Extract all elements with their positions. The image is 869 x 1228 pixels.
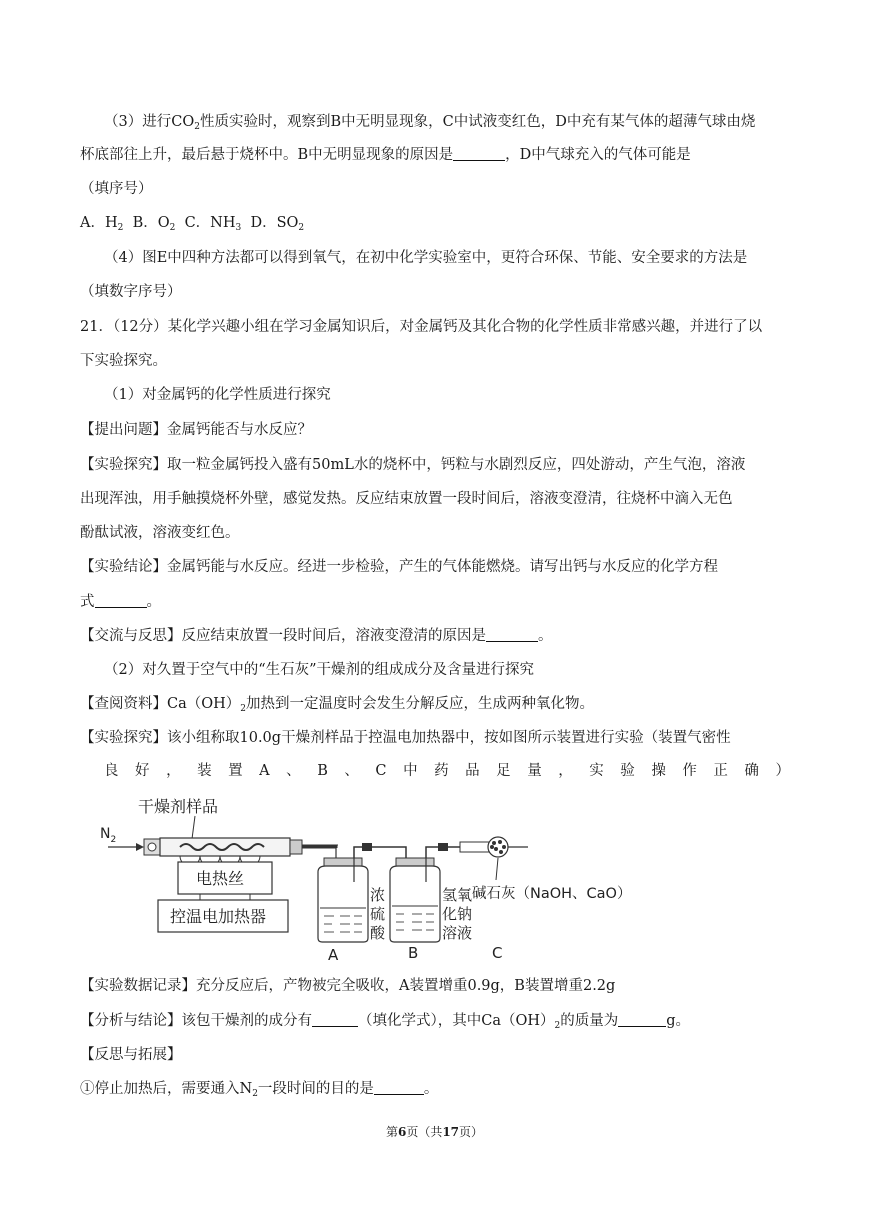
q21-intro-line1: 21．（12分）某化学兴趣小组在学习金属知识后，对金属钙及其化合物的化学性质非常感兴趣，并进行了以 — [80, 319, 763, 335]
answer-blank[interactable] — [374, 1080, 424, 1095]
q21-info: 【查阅资料】$Ca(OH)_2$加热到一定温度时会发生分解反应，生成两种氧化物。 — [80, 696, 595, 714]
answer-blank[interactable] — [453, 146, 505, 161]
heating-wire-label: 电热丝 — [196, 869, 245, 888]
q21-part2-title: （2）对久置于空气中的“生石灰”干燥剂的组成成分及含量进行探究 — [104, 662, 535, 678]
q21-analysis: 【分析与结论】该包干燥剂的成分有 （填化学式），其中$Ca(OH)_2$的质量为 g。 — [80, 1013, 691, 1031]
q20-3-line2: 杯底部往上升，最后悬于烧杯中。B中无明显现象的原因是 ，D中气球充入的气体可能是 — [80, 147, 691, 163]
n2-label: $N_2$ — [100, 826, 117, 845]
sample-pointer — [192, 816, 195, 839]
inlet-valve — [148, 843, 156, 851]
q20-4-line1: （4）图E中四种方法都可以得到氧气，在初中化学实验室中，更符合环保、节能、安全要求的方法是 — [104, 250, 748, 266]
bottle-a-cap — [324, 858, 362, 866]
q20-3-line3: （填序号） — [80, 181, 153, 197]
bottle-b-reagent-3: 溶液 — [442, 924, 473, 942]
label-b: B — [408, 944, 419, 962]
bottle-b-cap — [396, 858, 434, 866]
label-c: C — [492, 944, 503, 962]
answer-blank[interactable] — [95, 593, 147, 608]
q21-explore-b-line1: 【实验探究】该小组称取10.0g干燥剂样品于控温电加热器中，按如图所示装置进行实验（装置气密性 — [80, 730, 731, 746]
q21-explore-line2: 出现浑浊，用手触摸烧杯外壁，感觉发热。反应结束放置一段时间后，溶液变澄清，往烧杯中滴入无色 — [80, 491, 733, 507]
bottle-a-reagent-1: 浓 — [370, 886, 386, 904]
q21-explore-line1: 【实验探究】取一粒金属钙投入盛有50mL水的烧杯中，钙粒与水剧烈反应，四处游动，产生气泡，溶液 — [80, 457, 746, 473]
tube-to-a-hose — [302, 847, 336, 848]
q21-data-record: 【实验数据记录】充分反应后，产物被完全吸收，A装置增重0.9g，B装置增重2.2g — [80, 978, 616, 994]
label-a: A — [328, 946, 339, 964]
q21-explore-b-line2: 良 好 ， 装 置 A 、 B 、 C 中 药 品 足 量 ， 实 验 操 作 正 确 ） — [104, 763, 790, 779]
tube-c-pointer — [496, 858, 498, 880]
bottle-a — [318, 866, 368, 942]
q20-4-line2: （填数字序号） — [80, 284, 182, 300]
bottle-b-reagent-1: 氢氧 — [442, 886, 473, 904]
q21-question: 【提出问题】金属钙能否与水反应？ — [80, 422, 312, 438]
q20-3-line1: （3）进行$CO_2$性质实验时，观察到B中无明显现象，C中试液变红色，D中充有某气体的超薄气球由烧 — [104, 114, 756, 132]
bottle-b — [390, 866, 440, 942]
heater-label: 控温电加热器 — [170, 907, 267, 926]
n2-arrowhead — [136, 843, 144, 851]
apparatus-diagram — [100, 792, 632, 964]
answer-blank[interactable] — [312, 1012, 358, 1027]
answer-blank[interactable] — [486, 627, 538, 642]
q21-extend-title: 【反思与拓展】 — [80, 1047, 182, 1063]
outlet-stopper — [290, 840, 302, 854]
bottle-b-reagent-2: 化钠 — [442, 905, 473, 923]
hose-b-to-c-clip — [438, 843, 448, 851]
hose-a-to-b-clip — [362, 843, 372, 851]
q21-intro-line2: 下实验探究。 — [80, 353, 167, 369]
page-footer: 第6页（共17页） — [385, 1125, 484, 1139]
reaction-tube — [160, 838, 290, 856]
q21-conclusion-line1: 【实验结论】金属钙能与水反应。经进一步检验，产生的气体能燃烧。请写出钙与水反应的化学方程 — [80, 559, 718, 575]
bottle-a-reagent-2: 硫 — [370, 905, 386, 923]
answer-blank[interactable] — [618, 1012, 666, 1027]
sample-label: 干燥剂样品 — [138, 797, 219, 816]
q21-explore-line3: 酚酞试液，溶液变红色。 — [80, 525, 240, 541]
q20-3-options: A．$H_2$ B．$O_2$ C．$NH_3$ D．$SO_2$ — [80, 215, 305, 233]
tube-c-reagent: 碱石灰（NaOH、CaO） — [472, 886, 632, 902]
q21-conclusion-line2: 式 。 — [80, 594, 161, 610]
q21-reflect: 【交流与反思】反应结束放置一段时间后，溶液变澄清的原因是 。 — [80, 628, 553, 644]
q21-extend-1: ①停止加热后，需要通入$N_2$一段时间的目的是 。 — [80, 1081, 439, 1099]
bottle-a-reagent-3: 酸 — [370, 924, 386, 942]
q21-part1-title: （1）对金属钙的化学性质进行探究 — [104, 387, 331, 403]
